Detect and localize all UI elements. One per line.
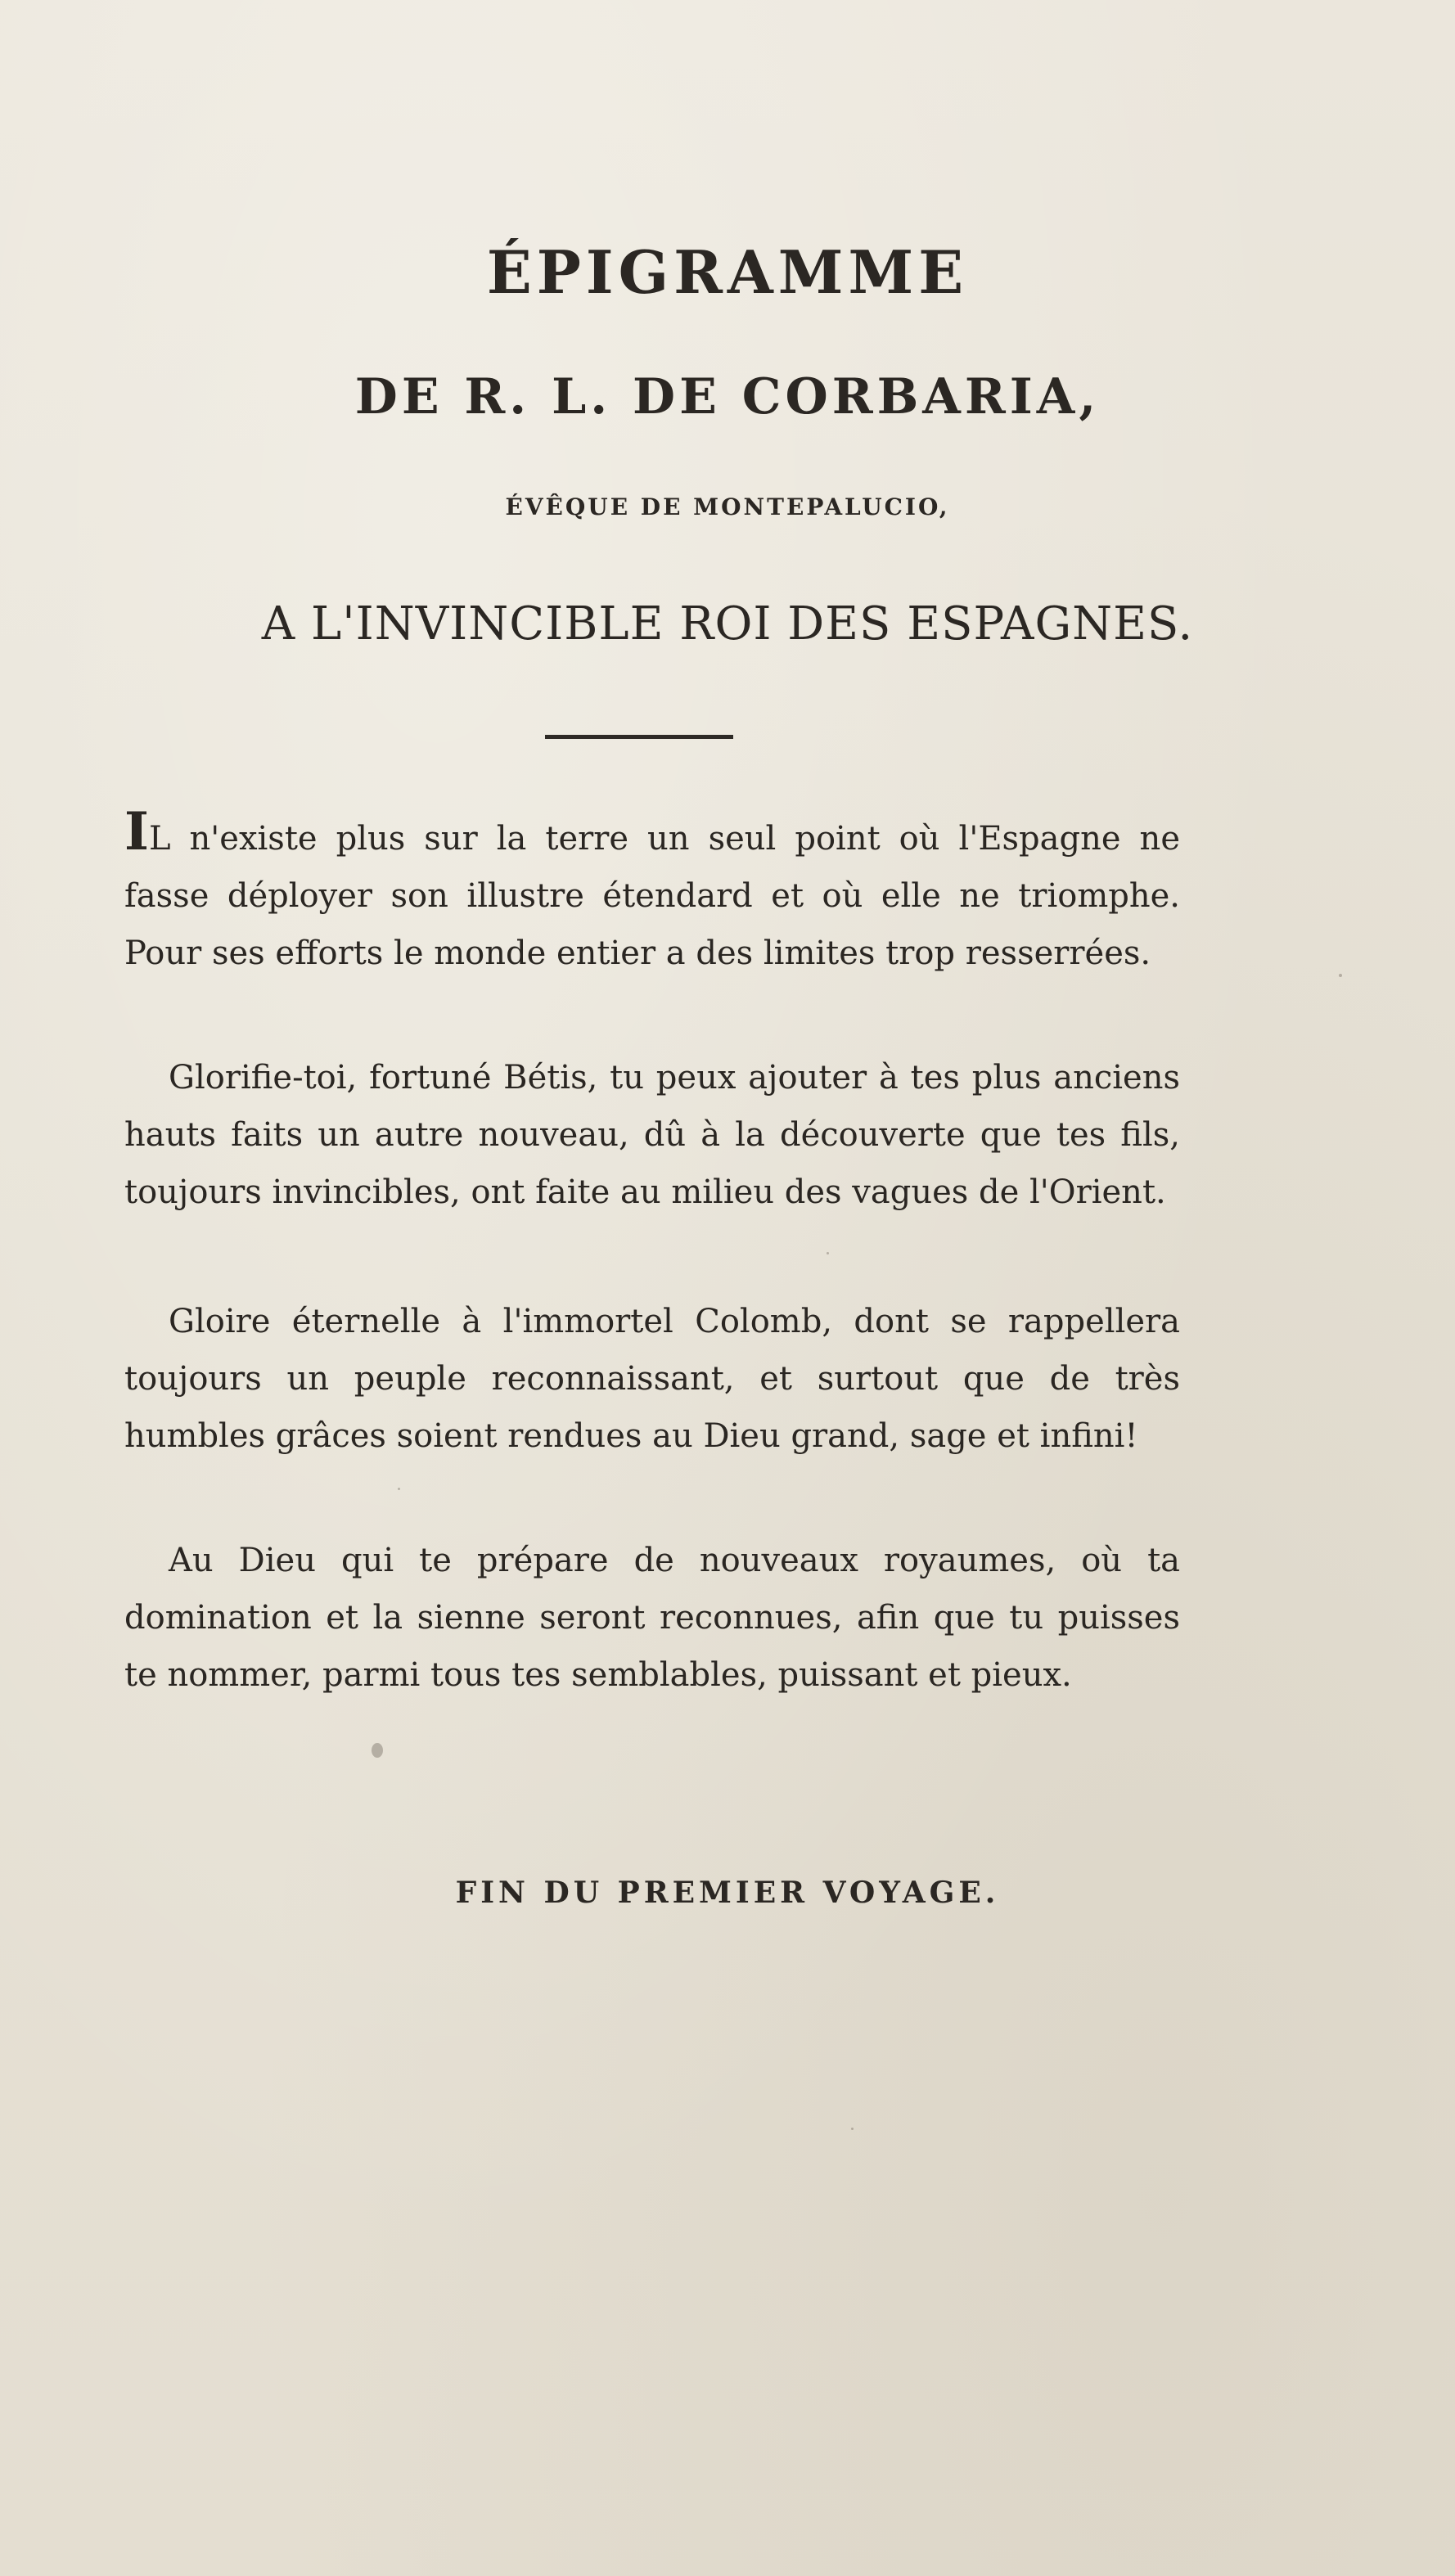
drop-cap: I	[124, 801, 149, 862]
paragraph-1	[124, 801, 1180, 982]
section-divider	[545, 735, 733, 739]
closing-line: FIN DU PREMIER VOYAGE.	[455, 1876, 1000, 1910]
ink-speck	[827, 1252, 829, 1254]
ink-speck	[1339, 974, 1342, 977]
paragraph-2: Glorifie-toi, fortuné Bétis, tu peux ajouter à tes plus anciens hauts faits un autre nouveau, dû à la découverte que tes fils, toujours invincibles, ont faite au milieu des vagues de l'Orient.	[124, 1059, 1180, 1211]
ink-speck	[398, 1488, 400, 1490]
paragraph-4: Au Dieu qui te prépare de nouveaux royaumes, où ta domination et la sienne seront reconnues, afin que tu puisses te nommer, parmi tous tes semblables, puissant et pieux.	[124, 1542, 1180, 1694]
paragraph-3: Gloire éternelle à l'immortel Colomb, dont se rappellera toujours un peuple reconnaissant, et surtout que de très humbles grâces soient rendues au Dieu grand, sage et infini!	[124, 1303, 1180, 1455]
page-title: ÉPIGRAMME	[486, 237, 969, 307]
dedication-line: A L'INVINCIBLE ROI DES ESPAGNES.	[261, 597, 1194, 651]
ink-speck	[851, 2128, 854, 2130]
paragraph-1-text: L n'existe plus sur la terre un seul point où l'Espagne ne fasse déployer son illustre étendard et où elle ne triomphe. Pour ses efforts le monde entier a des limites trop resserrées.	[124, 820, 1180, 972]
bishopric-line: ÉVÊQUE DE MONTEPALUCIO,	[505, 493, 950, 520]
ink-speck	[372, 1743, 383, 1758]
author-line: DE R. L. DE CORBARIA,	[354, 368, 1101, 426]
